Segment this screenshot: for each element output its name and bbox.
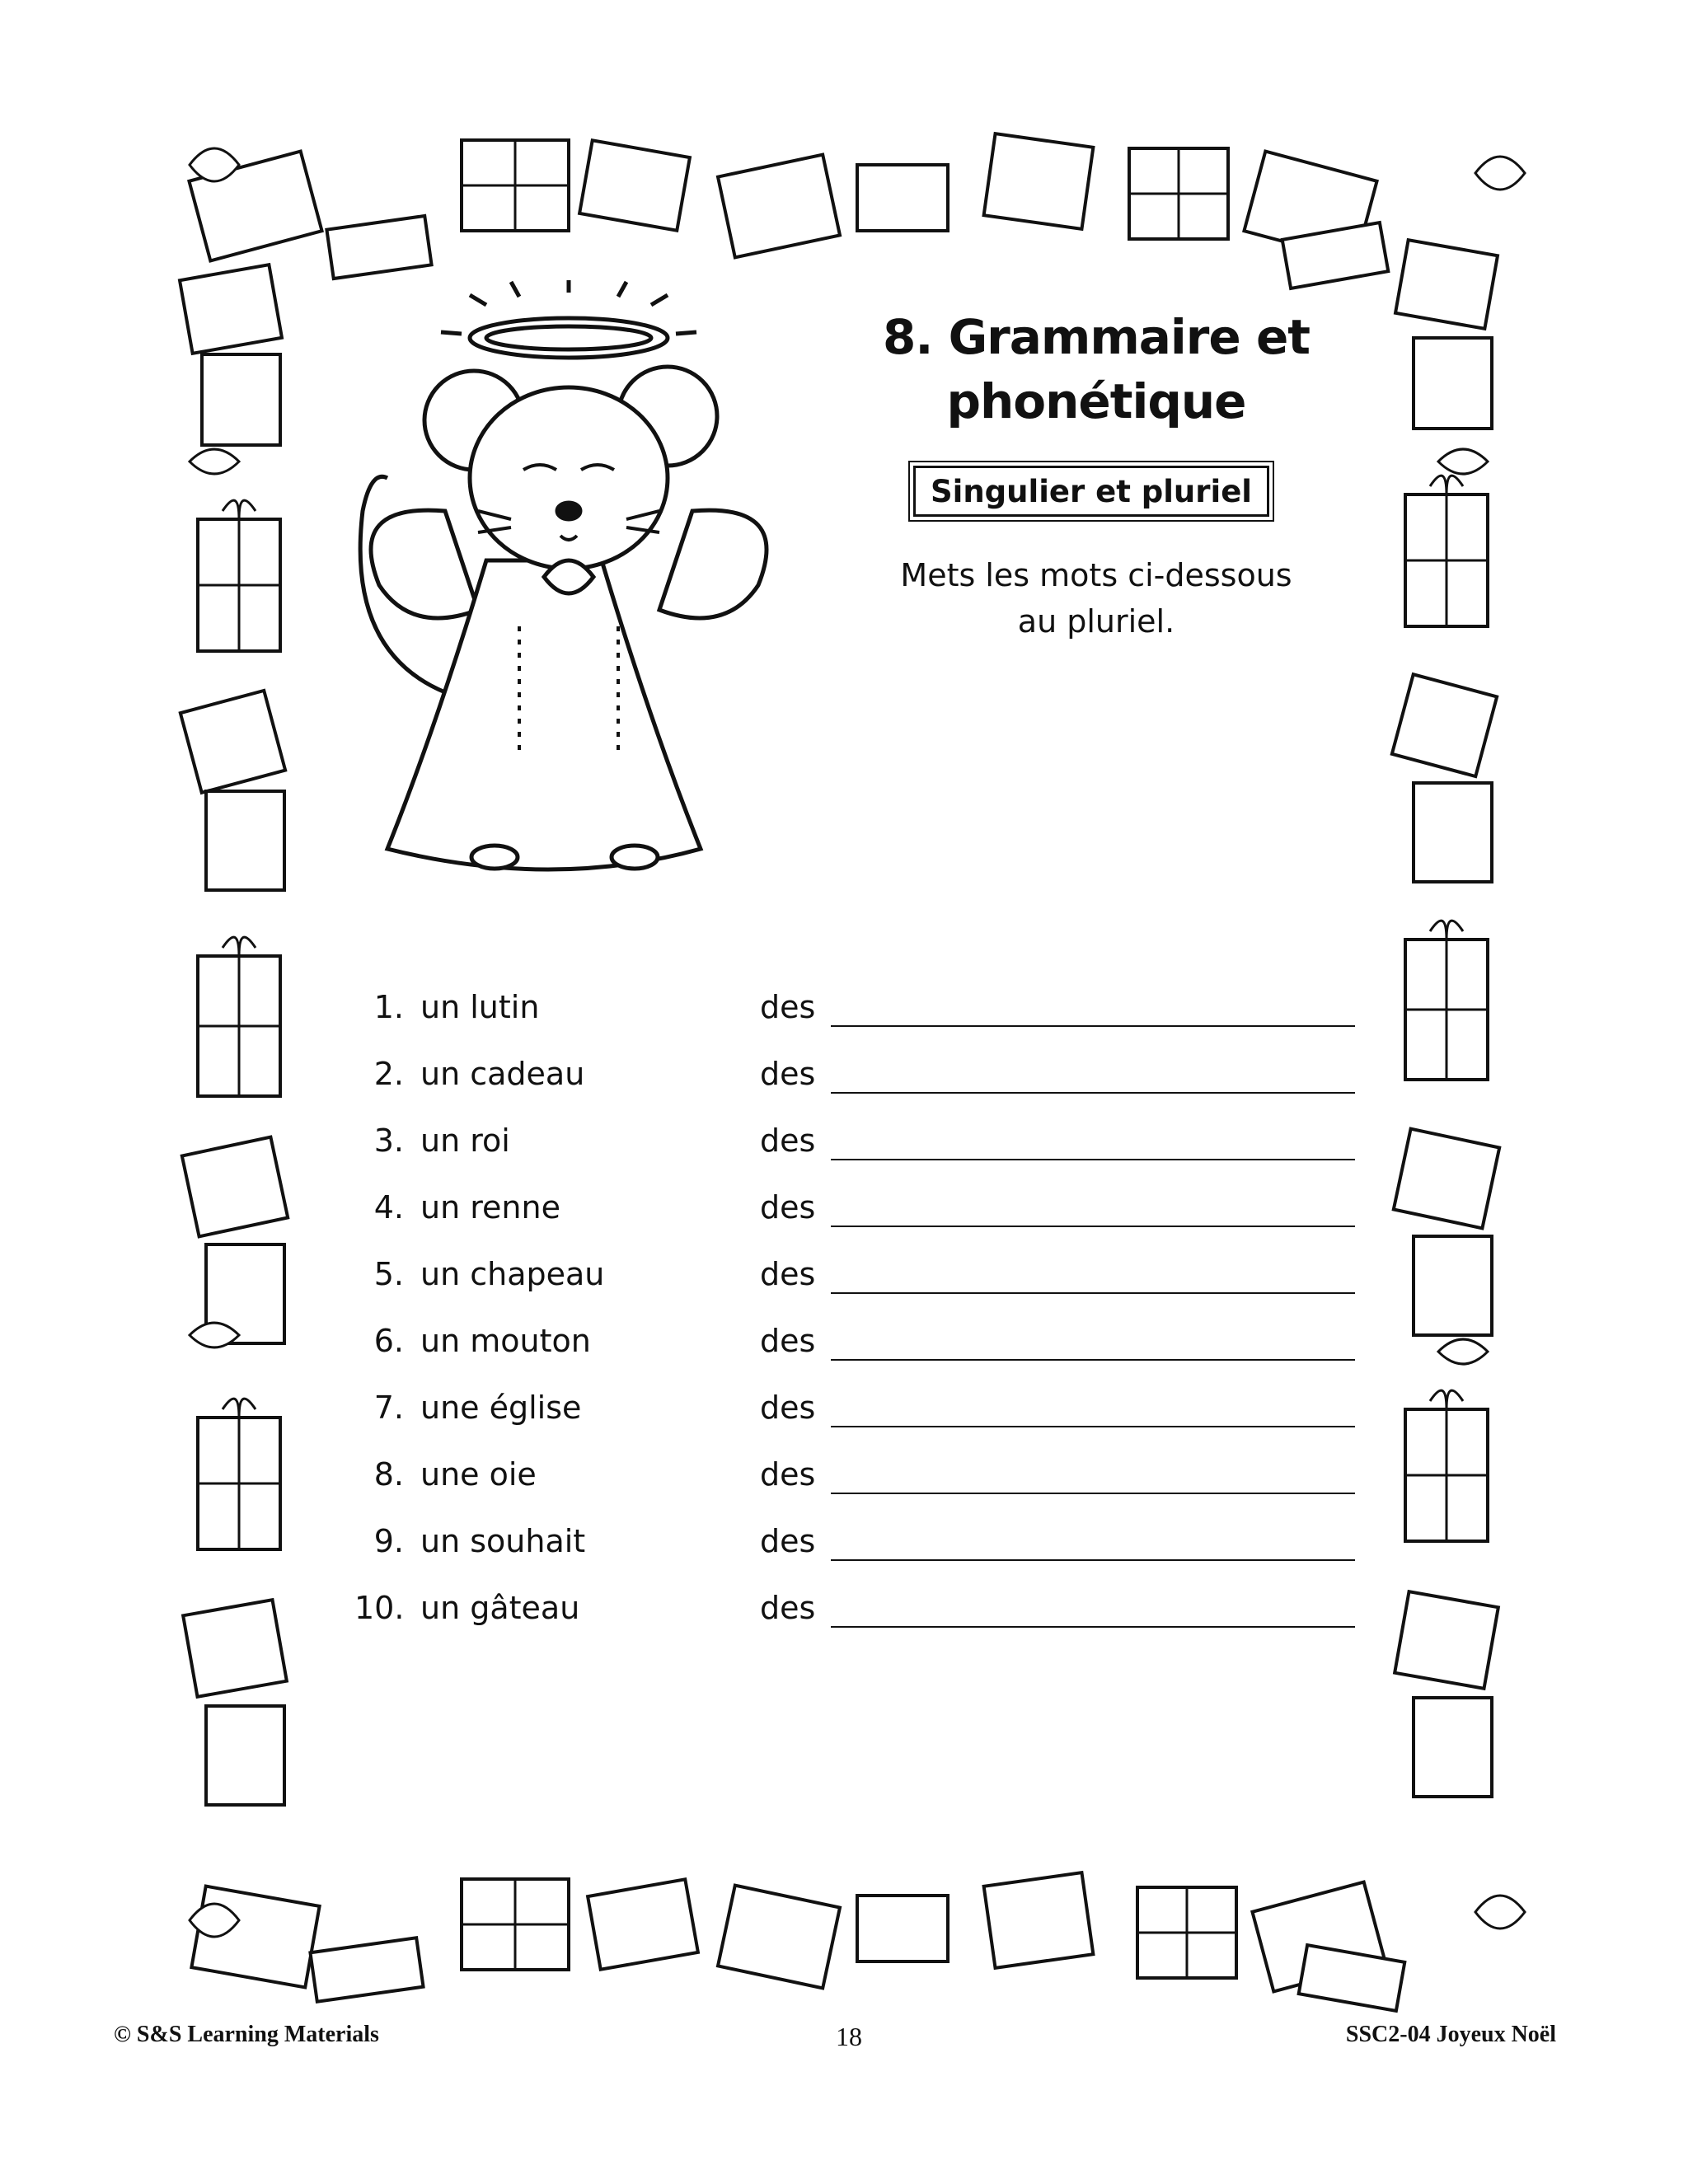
plural-prefix: des: [760, 1590, 816, 1626]
exercise-list: [354, 989, 1360, 1657]
answer-line[interactable]: [831, 1226, 1355, 1227]
item-number: 9.: [373, 1523, 404, 1559]
plural-prefix: des: [760, 1456, 816, 1493]
answer-line[interactable]: [831, 1025, 1355, 1027]
exercise-row: [354, 1256, 1360, 1323]
singular-word: un renne: [420, 1189, 560, 1226]
plural-prefix: des: [760, 1323, 816, 1359]
singular-word: un lutin: [420, 989, 540, 1025]
exercise-row: [354, 1390, 1360, 1456]
exercise-row: [354, 1590, 1360, 1657]
instructions-line-1: Mets les mots ci-dessous: [900, 557, 1292, 593]
item-number: 2.: [373, 1056, 404, 1092]
exercise-row: [354, 1323, 1360, 1390]
item-number: 3.: [373, 1122, 404, 1159]
answer-line[interactable]: [831, 1493, 1355, 1494]
plural-prefix: des: [760, 1122, 816, 1159]
product-code: SSC2-04 Joyeux Noël: [1345, 2022, 1556, 2047]
exercise-row: [354, 989, 1360, 1056]
singular-word: un gâteau: [420, 1590, 580, 1626]
singular-word: une église: [420, 1390, 582, 1426]
page-number: 18: [836, 2022, 862, 2051]
exercise-row: [354, 1056, 1360, 1122]
plural-prefix: des: [760, 1523, 816, 1559]
answer-line[interactable]: [831, 1626, 1355, 1628]
singular-word: une oie: [420, 1456, 537, 1493]
item-number: 7.: [373, 1390, 404, 1426]
answer-line[interactable]: [831, 1292, 1355, 1294]
gift-box-icon: [189, 134, 1388, 288]
title-line-2: phonétique: [946, 373, 1246, 429]
exercise-row: [354, 1189, 1360, 1256]
answer-line[interactable]: [831, 1159, 1355, 1160]
singular-word: un chapeau: [420, 1256, 605, 1292]
exercise-row: [354, 1456, 1360, 1523]
singular-word: un roi: [420, 1122, 510, 1159]
answer-line[interactable]: [831, 1359, 1355, 1361]
item-number: 5.: [373, 1256, 404, 1292]
exercise-row: [354, 1523, 1360, 1590]
answer-line[interactable]: [831, 1559, 1355, 1561]
angel-mouse-illustration: [321, 280, 783, 923]
copyright-notice: © S&S Learning Materials: [114, 2022, 379, 2047]
answer-line[interactable]: [831, 1092, 1355, 1094]
exercise-row: [354, 1122, 1360, 1189]
title-line-1: 8. Grammaire et: [882, 309, 1311, 365]
plural-prefix: des: [760, 1056, 816, 1092]
item-number: 8.: [373, 1456, 404, 1493]
singular-word: un souhait: [420, 1523, 586, 1559]
plural-prefix: des: [760, 1256, 816, 1292]
instructions-line-2: au pluriel.: [1017, 603, 1175, 640]
answer-line[interactable]: [831, 1426, 1355, 1427]
item-number: 4.: [373, 1189, 404, 1226]
gift-box-icon: [180, 265, 288, 1805]
subtitle-badge: Singulier et pluriel: [913, 466, 1269, 517]
instructions: [865, 552, 1327, 644]
plural-prefix: des: [760, 989, 816, 1025]
gift-box-icon: [191, 1872, 1404, 2011]
item-number: 6.: [373, 1323, 404, 1359]
plural-prefix: des: [760, 1390, 816, 1426]
item-number: 1.: [373, 989, 404, 1025]
singular-word: un cadeau: [420, 1056, 585, 1092]
plural-prefix: des: [760, 1189, 816, 1226]
page-title: [849, 305, 1343, 434]
singular-word: un mouton: [420, 1323, 591, 1359]
item-number: 10.: [354, 1590, 405, 1626]
